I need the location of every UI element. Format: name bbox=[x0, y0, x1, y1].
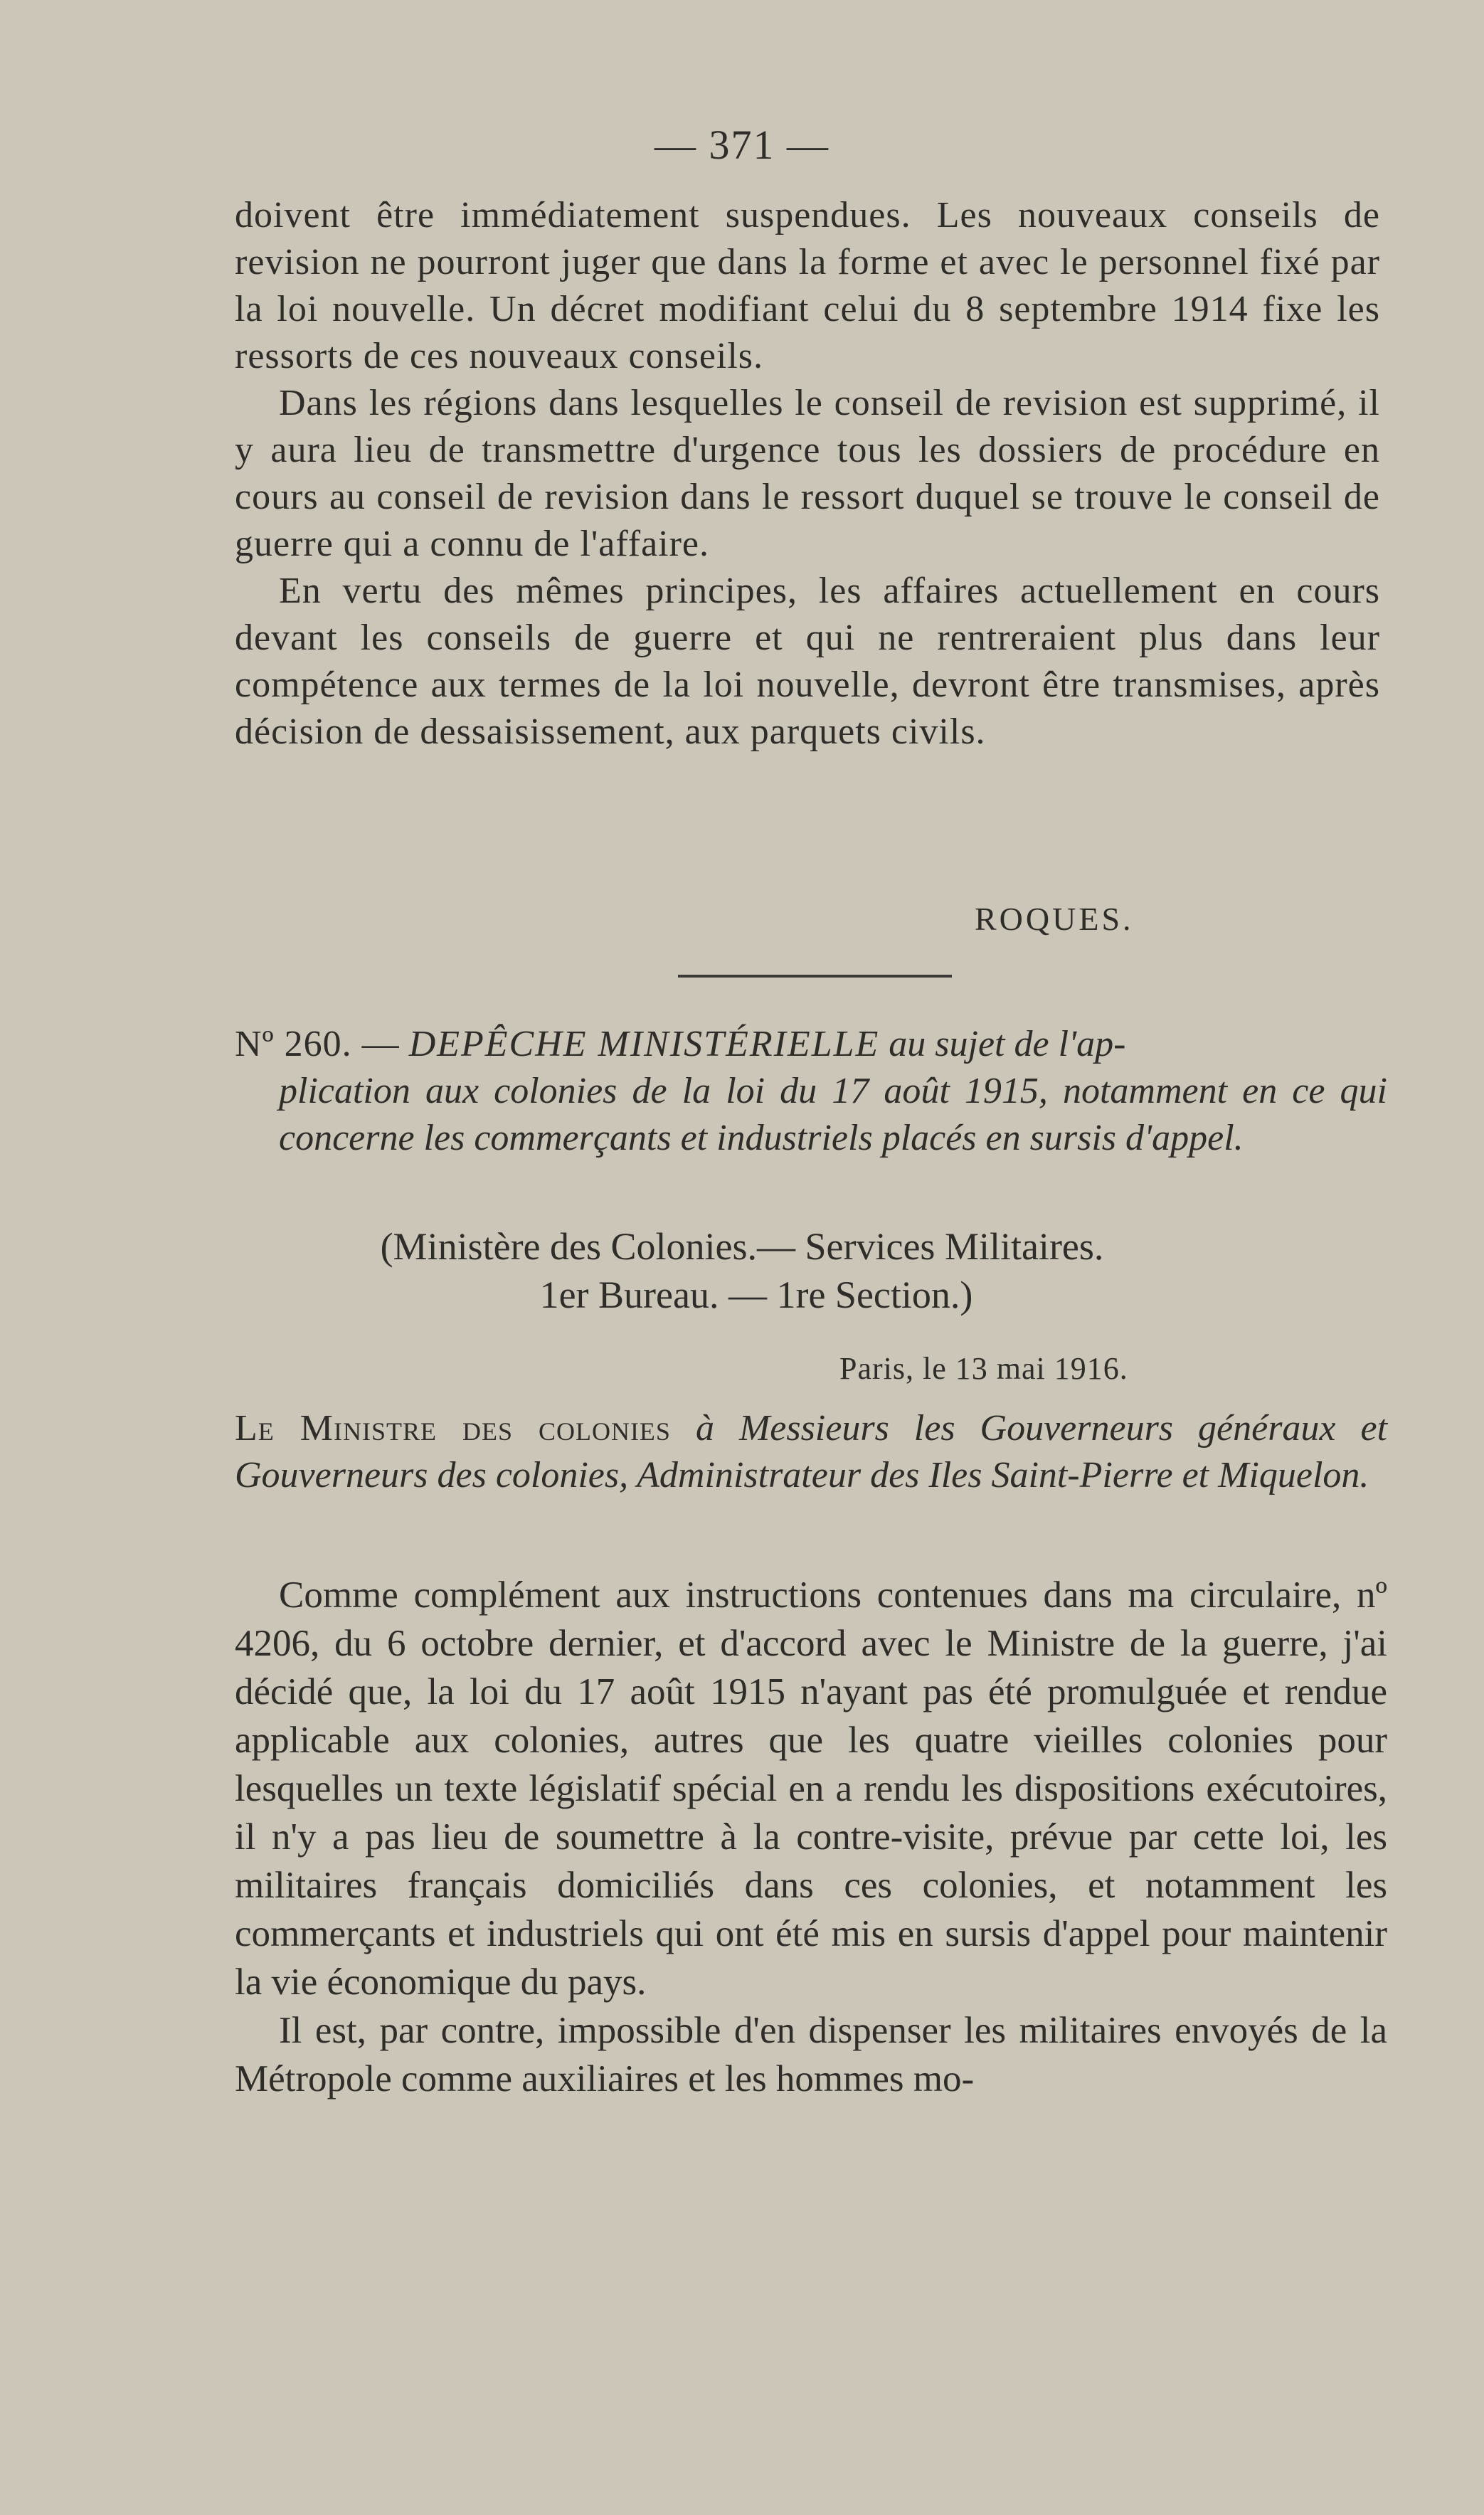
top-text-block bbox=[235, 192, 1380, 756]
recipients: à Messieurs les Gouverneurs généraux et Gouverneurs des colonies, Administrateur des Iles Saint-Pierre et Miquelon. bbox=[235, 1408, 1388, 1495]
paragraph-2-text: Dans les régions dans lesquelles le conseil de revision est supprimé, il y aura lieu de transmettre d'urgence tous les dossiers de procédure en cours au conseil de revision dans le ressort duquel se trouve le conseil de guerre qui a connu de l'affaire. bbox=[235, 383, 1380, 564]
body-paragraph-2 bbox=[235, 2006, 1387, 2103]
section-divider bbox=[678, 975, 952, 978]
signature: ROQUES. bbox=[975, 901, 1134, 937]
paragraph-3-text: En vertu des mêmes principes, les affaires actuellement en cours devant les conseils de guerre et qui ne rentreraient plus dans leur compétence aux termes de la loi nouvelle, devront être transmises, après décision de dessaisissement, aux parquets civils. bbox=[235, 571, 1380, 752]
body-paragraph-2-text: Il est, par contre, impossible d'en dispenser les militaires envoyés de la Métropole comme auxiliaires et les hommes mo- bbox=[235, 2010, 1387, 2100]
sender: Le Ministre des colonies bbox=[235, 1408, 671, 1449]
paragraph-2 bbox=[235, 380, 1380, 568]
page-number: — 371 — bbox=[654, 122, 830, 168]
document-heading bbox=[235, 1021, 1387, 1162]
ministry-line-2: 1er Bureau. — 1re Section.) bbox=[539, 1274, 973, 1316]
paragraph-1 bbox=[235, 192, 1380, 380]
ministry-line-1: (Ministère des Colonies.— Services Militaires. bbox=[380, 1225, 1104, 1268]
addressee bbox=[235, 1405, 1387, 1499]
heading-subject-first: au sujet de l'ap- bbox=[889, 1024, 1126, 1064]
heading-subject-rest: plication aux colonies de la loi du 17 août 1915, notamment en ce qui concerne les commerçants et industriels placés en sursis d'appel. bbox=[279, 1071, 1387, 1158]
heading-title: DEPÊCHE MINISTÉRIELLE bbox=[408, 1024, 880, 1064]
body-paragraph-1-text: Comme complément aux instructions contenues dans ma circulaire, nº 4206, du 6 octobre dernier, et d'accord avec le Ministre de la guerre, j'ai décidé que, la loi du 17 août 1915 n'ayant pas été promulguée et rendue applicable aux colonies, autres que les quatre vieilles colonies pour lesquelles un texte législatif spécial en a rendu les dispositions exécutoires, il n'y a pas lieu de soumettre à la contre-visite, prévue par cette loi, les militaires français domiciliés dans ces colonies, et notamment les commerçants et industriels qui ont été mis en sursis d'appel pour maintenir la vie économique du pays. bbox=[235, 1574, 1387, 2003]
paragraph-1-text: doivent être immédiatement suspendues. Les nouveaux conseils de revision ne pourront juger que dans la forme et avec le personnel fixé par la loi nouvelle. Un décret modifiant celui du 8 septembre 1914 fixe les ressorts de ces nouveaux conseils. bbox=[235, 195, 1380, 376]
heading-number: Nº 260. — bbox=[235, 1024, 400, 1064]
ministry-reference bbox=[0, 1222, 1484, 1319]
paragraph-3 bbox=[235, 568, 1380, 756]
place-date: Paris, le 13 mai 1916. bbox=[839, 1351, 1128, 1386]
body-paragraph-1 bbox=[235, 1571, 1387, 2006]
body-text-block bbox=[235, 1571, 1387, 2103]
